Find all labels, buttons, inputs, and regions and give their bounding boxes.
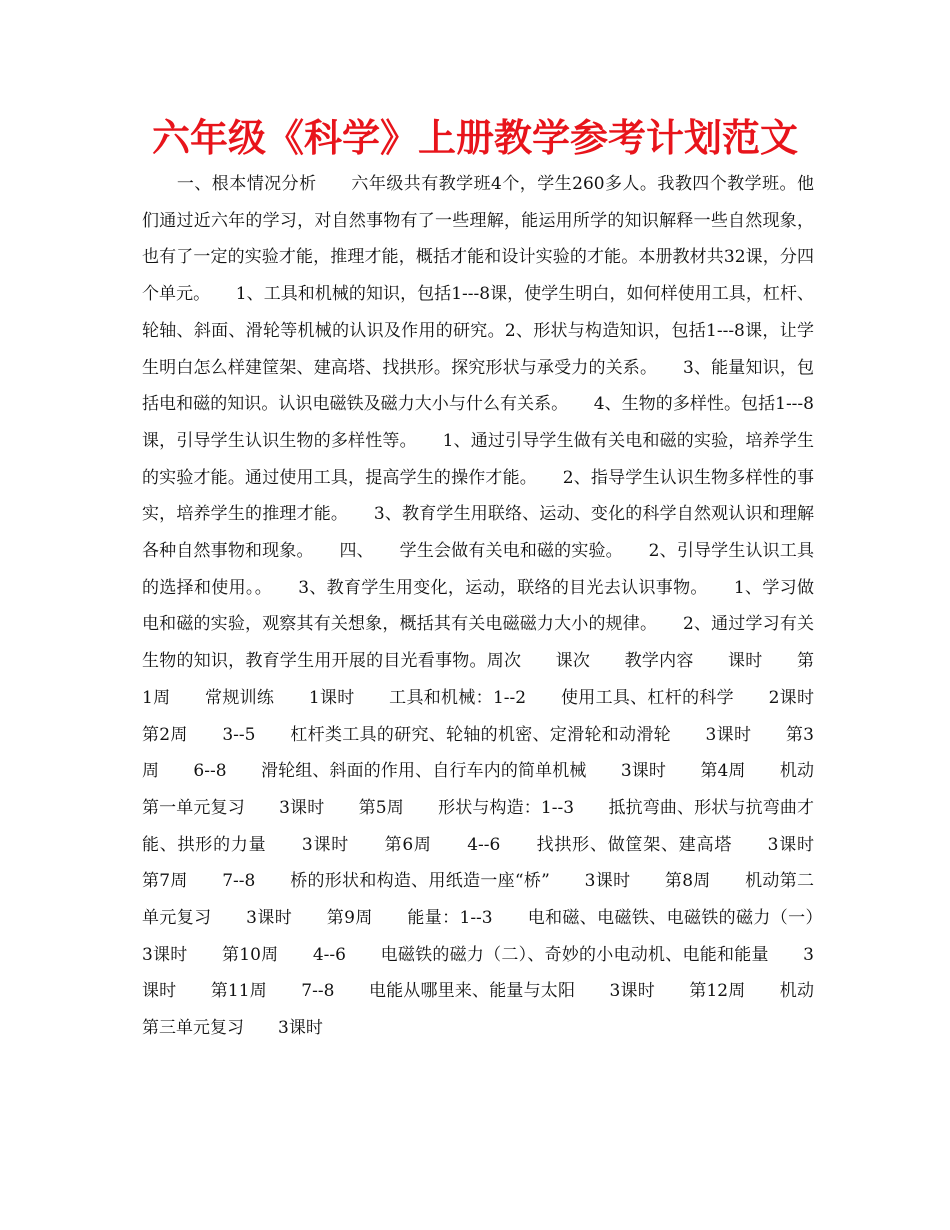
document-body: 一、根本情况分析 六年级共有教学班4个，学生260多人。我教四个教学班。他们通过近六年的学习，对自然事物有了一些理解，能运用所学的知识解释一些自然现象，也有了一定的实验才能，推理才能，概括才能和设计实验的才能。本册教材共32课，分四个单元。 1、工具和机械的知识，包括1---8课，使学生明白，如何样使用工具，杠杆、轮轴、斜面、滑轮等机械的认识及作用的研究。2、形状与构造知识，包括1---8课，让学生明白怎么样建筐架、建高塔、找拱形。探究形状与承受力的关系。 3、能量知识，包括电和磁的知识。认识电磁铁及磁力大小与什么有关系。 4、生物的多样性。包括1---8课，引导学生认识生物的多样性等。 1、通过引导学生做有关电和磁的实验，培养学生的实验才能。通过使用工具，提高学生的操作才能。 2、指导学生认识生物多样性的事实，培养学生的推理才能。 3、教育学生用联络、运动、变化的科学自然观认识和理解各种自然事物和现象。 四、 学生会做有关电和磁的实验。 2、引导学生认识工具的选择和使用。。 3、教育学生用变化，运动，联络的目光去认识事物。 1、学习做电和磁的实验，观察其有关想象，概括其有关电磁磁力大小的规律。 2、通过学习有关生物的知识，教育学生用开展的目光看事物。周次 课次 教学内容 课时 第1周 常规训练 1课时 工具和机械：1--2 使用工具、杠杆的科学 2课时 第2周 3--5 杠杆类工具的研究、轮轴的机密、定滑轮和动滑轮 3课时 第3周 6--8 滑轮组、斜面的作用、自行车内的简单机械 3课时 第4周 机动第一单元复习 3课时 第5周 形状与构造：1--3 抵抗弯曲、形状与抗弯曲才能、拱形的力量 3课时 第6周 4--6 找拱形、做筐架、建高塔 3课时 第7周 7--8 桥的形状和构造、用纸造一座“桥” 3课时 第8周 机动第二单元复习 3课时 第9周 能量：1--3 电和磁、电磁铁、电磁铁的磁力（一） 3课时 第10周 4--6 电磁铁的磁力（二）、奇妙的小电动机、电能和能量 3课时 第11周 7--8 电能从哪里来、能量与太阳 3课时 第12周 机动第三单元复习 3课时 [142,174,848,1039]
document-title: 六年级《科学》上册教学参考计划范文 [151,116,798,160]
